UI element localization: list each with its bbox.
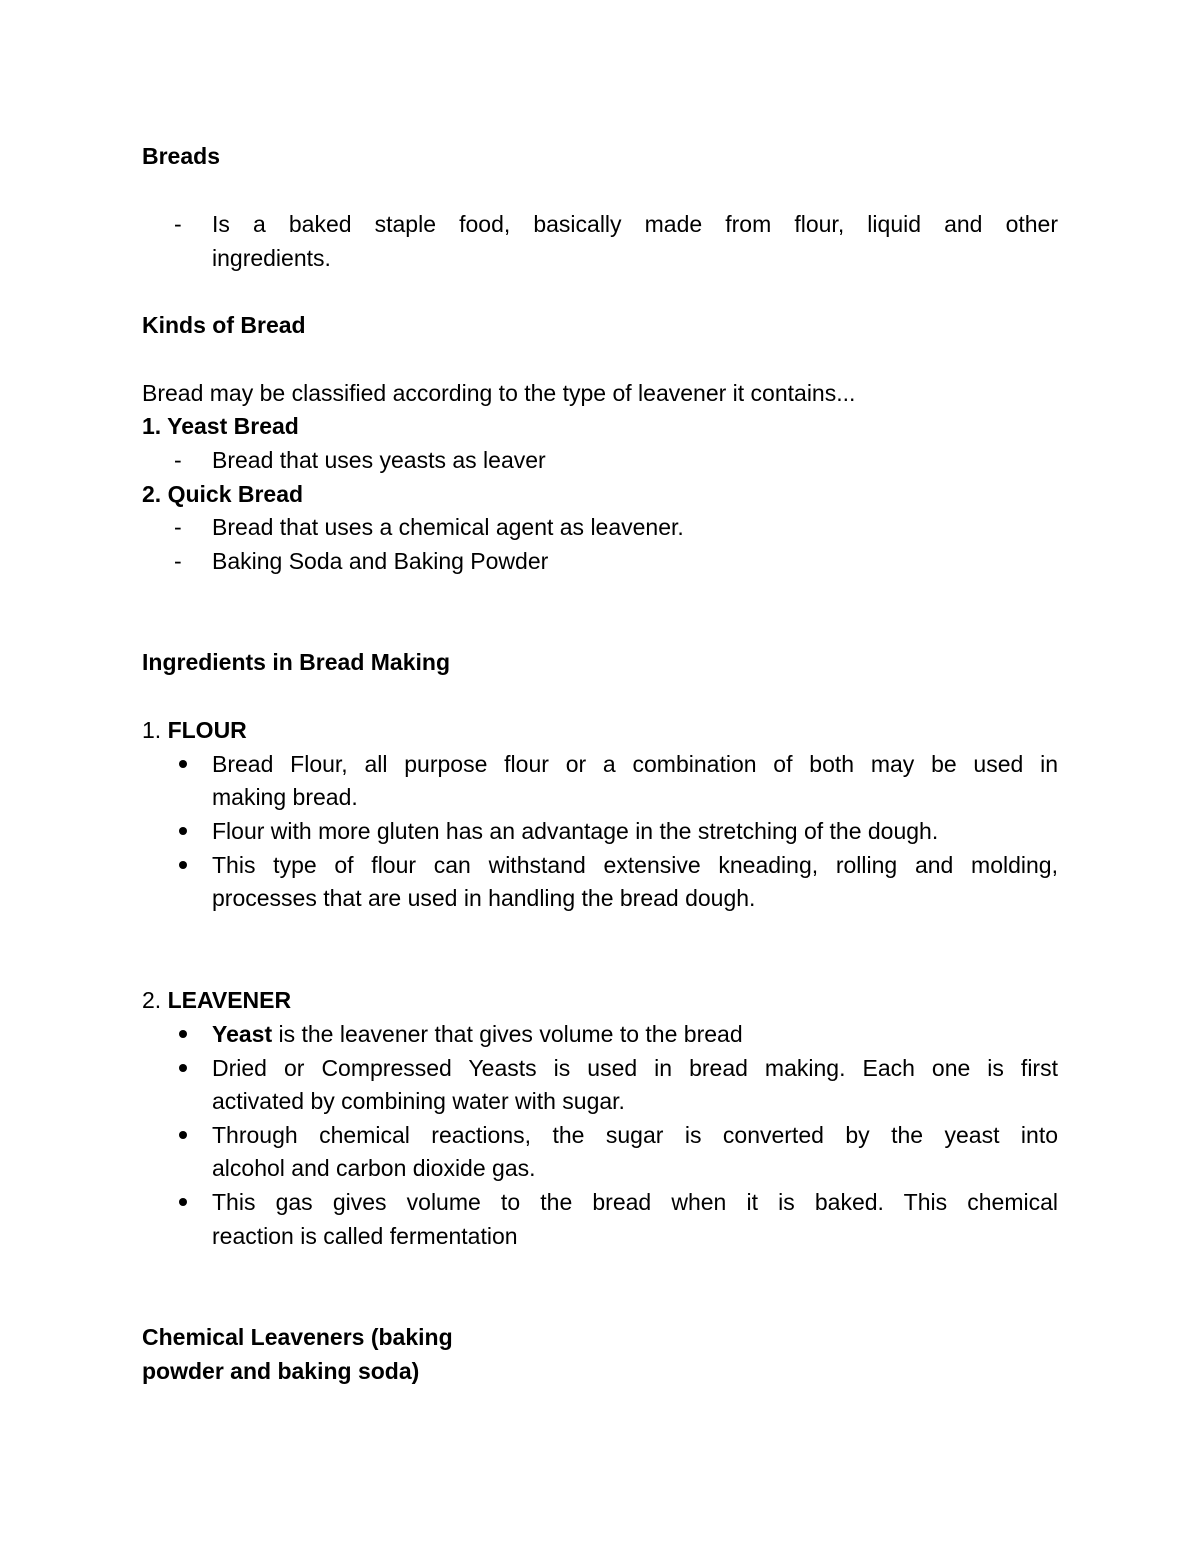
ingredient-title: LEAVENER: [167, 987, 292, 1013]
flour-bullet3-line2: processes that are used in handling the bread dough.: [212, 885, 756, 911]
dash-marker: -: [174, 447, 182, 473]
heading-chemical-leaveners-line2: powder and baking soda): [142, 1358, 420, 1384]
kind-yeast-bread-title: 1. Yeast Bread: [142, 413, 299, 439]
bullet-icon: [179, 1198, 187, 1206]
ingredient-number: 2.: [142, 987, 162, 1013]
flour-bullet3-line1: This type of flour can withstand extensive kneading, rolling and molding,: [212, 852, 1058, 878]
leavener-bullet3-line2: alcohol and carbon dioxide gas.: [212, 1155, 536, 1181]
dash-marker: -: [174, 211, 182, 237]
heading-chemical-leaveners-line1: Chemical Leaveners (baking: [142, 1324, 453, 1350]
leavener-bullet2-line2: activated by combining water with sugar.: [212, 1088, 625, 1114]
kind-yeast-bread-desc: Bread that uses yeasts as leaver: [212, 447, 546, 473]
bullet-icon: [179, 861, 187, 869]
breads-definition-line2: ingredients.: [212, 245, 331, 271]
flour-bullet2: Flour with more gluten has an advantage in the stretching of the dough.: [212, 818, 939, 844]
leavener-bullet1-rest: is the leavener that gives volume to the bread: [278, 1021, 743, 1047]
kind-quick-bread-desc2: Baking Soda and Baking Powder: [212, 548, 549, 574]
ingredient-number: 1.: [142, 717, 162, 743]
ingredient-leavener-heading: [142, 983, 291, 1017]
leavener-bullet1: [212, 1017, 1058, 1051]
flour-bullet1-line2: making bread.: [212, 784, 358, 810]
kind-quick-bread-desc1: Bread that uses a chemical agent as leavener.: [212, 514, 684, 540]
breads-definition-line1: Is a baked staple food, basically made from flour, liquid and other: [212, 211, 1058, 237]
leavener-bullet3-line1: Through chemical reactions, the sugar is converted by the yeast into: [212, 1122, 1058, 1148]
dash-marker: -: [174, 514, 182, 540]
leavener-bullet4-line2: reaction is called fermentation: [212, 1223, 518, 1249]
heading-ingredients: Ingredients in Bread Making: [142, 649, 450, 675]
bullet-icon: [179, 827, 187, 835]
ingredient-flour-heading: [142, 713, 247, 747]
bullet-icon: [179, 1030, 187, 1038]
leavener-bullet4-line1: This gas gives volume to the bread when it is baked. This chemical: [212, 1189, 1058, 1215]
leavener-bullet2-line1: Dried or Compressed Yeasts is used in bread making. Each one is first: [212, 1055, 1058, 1081]
leavener-bullet1-bold: Yeast: [212, 1021, 273, 1047]
kinds-intro: Bread may be classified according to the type of leavener it contains...: [142, 380, 856, 406]
dash-marker: -: [174, 548, 182, 574]
bullet-icon: [179, 1064, 187, 1072]
heading-breads: Breads: [142, 143, 220, 169]
bullet-icon: [179, 760, 187, 768]
bullet-icon: [179, 1131, 187, 1139]
ingredient-title: FLOUR: [167, 717, 247, 743]
heading-kinds-of-bread: Kinds of Bread: [142, 312, 306, 338]
flour-bullet1-line1: Bread Flour, all purpose flour or a combination of both may be used in: [212, 751, 1058, 777]
kind-quick-bread-title: 2. Quick Bread: [142, 481, 304, 507]
